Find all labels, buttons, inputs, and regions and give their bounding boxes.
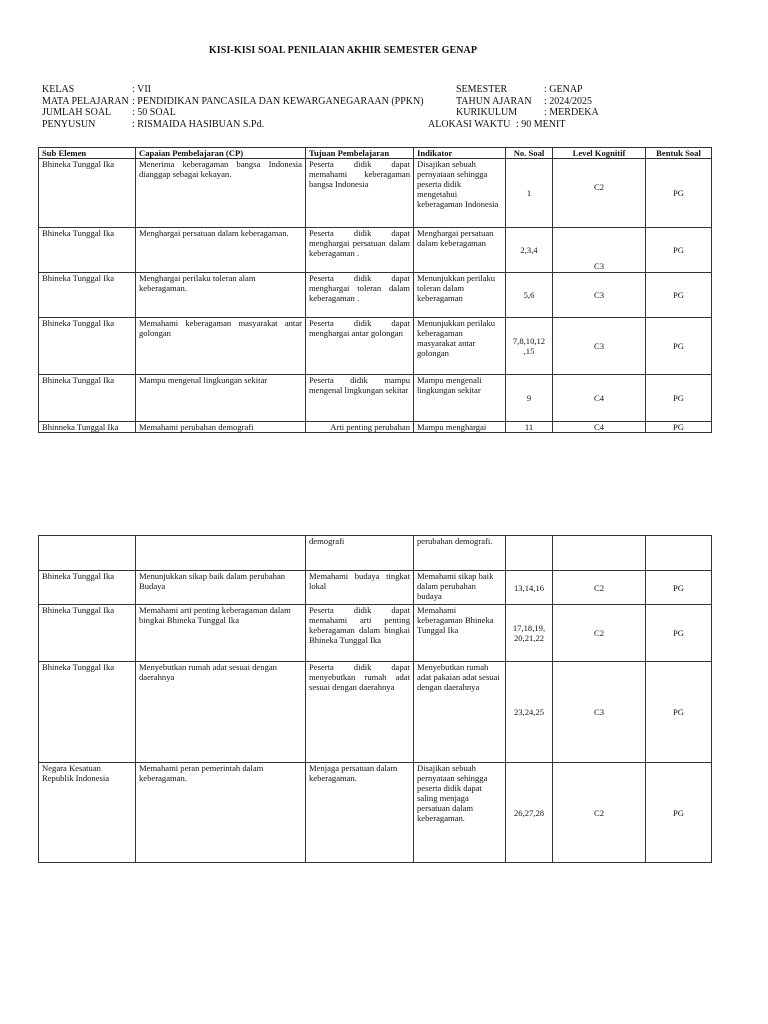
cell-indikator: Disajikan sebuah pernyataan sehingga peserta didik dapat saling menjaga persatuan dalam keberagaman. bbox=[414, 763, 506, 863]
info-kelas bbox=[42, 84, 462, 96]
cell-capaian: Menunjukkan sikap baik dalam perubahan Budaya bbox=[136, 571, 306, 605]
table-row bbox=[39, 605, 712, 662]
cell-capaian: Memahami peran pemerintah dalam keberagaman. bbox=[136, 763, 306, 863]
cell-bentuk-soal: PG bbox=[646, 375, 712, 422]
cell-level-kognitif: C3 bbox=[553, 662, 646, 763]
cell-level-kognitif bbox=[553, 536, 646, 571]
cell-no-soal: 17,18,19, 20,21,22 bbox=[506, 605, 553, 662]
cell-indikator: perubahan demografi. bbox=[414, 536, 506, 571]
cell-level-kognitif: C3 bbox=[553, 273, 646, 318]
cell-tujuan: Menjaga persatuan dalam keberagaman. bbox=[306, 763, 414, 863]
cell-sub-elemen: Bhineka Tunggal Ika bbox=[39, 605, 136, 662]
table-row bbox=[39, 571, 712, 605]
cell-capaian: Memahami perubahan demografi bbox=[136, 422, 306, 433]
info-kurikulum bbox=[428, 107, 728, 119]
cell-tujuan: Peserta didik dapat menghargai toleran dalam keberagaman . bbox=[306, 273, 414, 318]
cell-sub-elemen: Bhineka Tunggal Ika bbox=[39, 375, 136, 422]
cell-capaian: Menghargai persatuan dalam keberagaman. bbox=[136, 228, 306, 273]
cell-sub-elemen: Bhineka Tunggal Ika bbox=[39, 662, 136, 763]
table-row bbox=[39, 375, 712, 422]
cell-level-kognitif: C2 bbox=[553, 763, 646, 863]
cell-indikator: Menunjukkan perilaku keberagaman masyarakat antar golongan bbox=[414, 318, 506, 375]
info-label: ALOKASI WAKTU bbox=[428, 118, 511, 130]
header-no-soal: No. Soal bbox=[506, 148, 553, 159]
info-value: : 2024/2025 bbox=[544, 95, 593, 107]
cell-capaian: Memahami arti penting keberagaman dalam bingkai Bhineka Tunggal Ika bbox=[136, 605, 306, 662]
cell-no-soal: 26,27,28 bbox=[506, 763, 553, 863]
info-tahun-ajaran bbox=[428, 96, 728, 108]
info-alokasi-waktu bbox=[428, 119, 728, 131]
info-value: : MERDEKA bbox=[544, 107, 599, 118]
cell-level-kognitif: C3 bbox=[553, 228, 646, 273]
cell-tujuan: Arti penting perubahan bbox=[306, 422, 414, 433]
cell-level-kognitif: C3 bbox=[553, 318, 646, 375]
cell-capaian: Menerima keberagaman bangsa Indonesia dianggap sebagai kekayan. bbox=[136, 159, 306, 228]
cell-indikator: Menghargai persatuan dalam keberagaman bbox=[414, 228, 506, 273]
header-sub-elemen: Sub Elemen bbox=[39, 148, 136, 159]
cell-sub-elemen bbox=[39, 536, 136, 571]
cell-level-kognitif: C2 bbox=[553, 605, 646, 662]
cell-no-soal: 1 bbox=[506, 159, 553, 228]
info-left bbox=[42, 84, 462, 130]
cell-sub-elemen: Bhineka Tunggal Ika bbox=[39, 228, 136, 273]
cell-capaian: Menghargai perilaku toleran alam keberagaman. bbox=[136, 273, 306, 318]
info-mapel bbox=[42, 96, 462, 108]
header-capaian: Capaian Pembelajaran (CP) bbox=[136, 148, 306, 159]
info-semester bbox=[428, 84, 728, 96]
cell-capaian bbox=[136, 536, 306, 571]
cell-level-kognitif: C2 bbox=[553, 159, 646, 228]
cell-tujuan: Peserta didik dapat menghargai antar golongan bbox=[306, 318, 414, 375]
cell-sub-elemen: Bhineka Tunggal Ika bbox=[39, 159, 136, 228]
cell-no-soal bbox=[506, 536, 553, 571]
cell-tujuan: Peserta didik dapat menghargai persatuan dalam keberagaman . bbox=[306, 228, 414, 273]
cell-sub-elemen: Bhineka Tunggal Ika bbox=[39, 571, 136, 605]
cell-level-kognitif: C4 bbox=[553, 375, 646, 422]
cell-bentuk-soal: PG bbox=[646, 273, 712, 318]
cell-tujuan: demografi bbox=[306, 536, 414, 571]
info-value: : RISMAIDA HASIBUAN S.Pd. bbox=[132, 118, 264, 130]
cell-no-soal: 13,14,16 bbox=[506, 571, 553, 605]
cell-tujuan: Peserta didik dapat menyebutkan rumah adat sesuai dengan daerahnya bbox=[306, 662, 414, 763]
cell-indikator: Menunjukkan perilaku toleran dalam keberagaman bbox=[414, 273, 506, 318]
info-label: PENYUSUN bbox=[42, 118, 96, 130]
cell-no-soal: 7,8,10,12 ,15 bbox=[506, 318, 553, 375]
header-level-kognitif: Level Kognitif bbox=[553, 148, 646, 159]
cell-level-kognitif: C4 bbox=[553, 422, 646, 433]
cell-indikator: Mampu menghargai bbox=[414, 422, 506, 433]
cell-indikator: Memahami sikap baik dalam perubahan budaya bbox=[414, 571, 506, 605]
table-row bbox=[39, 763, 712, 863]
cell-tujuan: Memahami budaya tingkat lokal bbox=[306, 571, 414, 605]
cell-bentuk-soal: PG bbox=[646, 605, 712, 662]
cell-bentuk-soal bbox=[646, 536, 712, 571]
table-row bbox=[39, 228, 712, 273]
cell-sub-elemen: Negara Kesatuan Republik Indonesia bbox=[39, 763, 136, 863]
info-value: : 50 SOAL bbox=[132, 107, 176, 118]
info-value: : 90 MENIT bbox=[516, 118, 566, 130]
cell-tujuan: Peserta didik dapat memahami keberagaman bangsa Indonesia bbox=[306, 159, 414, 228]
cell-no-soal: 23,24,25 bbox=[506, 662, 553, 763]
cell-bentuk-soal: PG bbox=[646, 159, 712, 228]
cell-bentuk-soal: PG bbox=[646, 571, 712, 605]
cell-tujuan: Peserta didik dapat memahami arti penting keberagaman dalam bingkai Bhineka Tunggal Ika bbox=[306, 605, 414, 662]
header-tujuan: Tujuan Pembelajaran bbox=[306, 148, 414, 159]
info-value: : VII bbox=[132, 84, 151, 95]
table-row bbox=[39, 662, 712, 763]
cell-level-kognitif: C2 bbox=[553, 571, 646, 605]
info-right bbox=[428, 84, 728, 130]
table-header-row bbox=[39, 148, 712, 159]
cell-indikator: Memahami keberagaman Bhineka Tunggal Ika bbox=[414, 605, 506, 662]
kisi-kisi-table-page-2 bbox=[38, 535, 712, 863]
info-label: KELAS bbox=[42, 84, 75, 95]
cell-bentuk-soal: PG bbox=[646, 422, 712, 433]
cell-sub-elemen: Bhineka Tunggal Ika bbox=[39, 273, 136, 318]
cell-no-soal: 11 bbox=[506, 422, 553, 433]
cell-bentuk-soal: PG bbox=[646, 318, 712, 375]
table-row bbox=[39, 536, 712, 571]
info-label: MATA PELAJARAN bbox=[42, 95, 129, 107]
info-label: SEMESTER bbox=[456, 84, 508, 95]
info-label: TAHUN AJARAN bbox=[456, 95, 532, 107]
header-bentuk-soal: Bentuk Soal bbox=[646, 148, 712, 159]
cell-indikator: Mampu mengenali lingkungan sekitar bbox=[414, 375, 506, 422]
info-value: : GENAP bbox=[544, 84, 583, 95]
document-title: KISI-KISI SOAL PENILAIAN AKHIR SEMESTER GENAP bbox=[208, 45, 478, 56]
cell-indikator: Menyebutkan rumah adat pakaian adat sesuai dengan daerahnya bbox=[414, 662, 506, 763]
cell-sub-elemen: Bhinneka Tunggal Ika bbox=[39, 422, 136, 433]
info-jumlah-soal bbox=[42, 107, 462, 119]
cell-no-soal: 2,3,4 bbox=[506, 228, 553, 273]
cell-capaian: Mampu mengenal lingkungan sekitar bbox=[136, 375, 306, 422]
cell-bentuk-soal: PG bbox=[646, 662, 712, 763]
info-label: JUMLAH SOAL bbox=[42, 107, 112, 118]
cell-sub-elemen: Bhineka Tunggal Ika bbox=[39, 318, 136, 375]
cell-indikator: Disajikan sebuah pernyataan sehingga peserta didik mengetahui keberagaman Indonesia bbox=[414, 159, 506, 228]
table-row bbox=[39, 422, 712, 433]
cell-no-soal: 9 bbox=[506, 375, 553, 422]
cell-no-soal: 5,6 bbox=[506, 273, 553, 318]
header-indikator: Indikator bbox=[414, 148, 506, 159]
info-value: : PENDIDIKAN PANCASILA DAN KEWARGANEGARAAN (PPKN) bbox=[132, 95, 424, 107]
kisi-kisi-table-page-1 bbox=[38, 147, 712, 433]
cell-capaian: Menyebutkan rumah adat sesuai dengan daerahnya bbox=[136, 662, 306, 763]
info-penyusun bbox=[42, 119, 462, 131]
cell-bentuk-soal: PG bbox=[646, 763, 712, 863]
table-row bbox=[39, 318, 712, 375]
table-row bbox=[39, 159, 712, 228]
info-label: KURIKULUM bbox=[456, 107, 518, 118]
table-row bbox=[39, 273, 712, 318]
cell-capaian: Memahami keberagaman masyarakat antar golongan bbox=[136, 318, 306, 375]
cell-tujuan: Peserta didik mampu mengenal lingkungan sekitar bbox=[306, 375, 414, 422]
cell-bentuk-soal: PG bbox=[646, 228, 712, 273]
